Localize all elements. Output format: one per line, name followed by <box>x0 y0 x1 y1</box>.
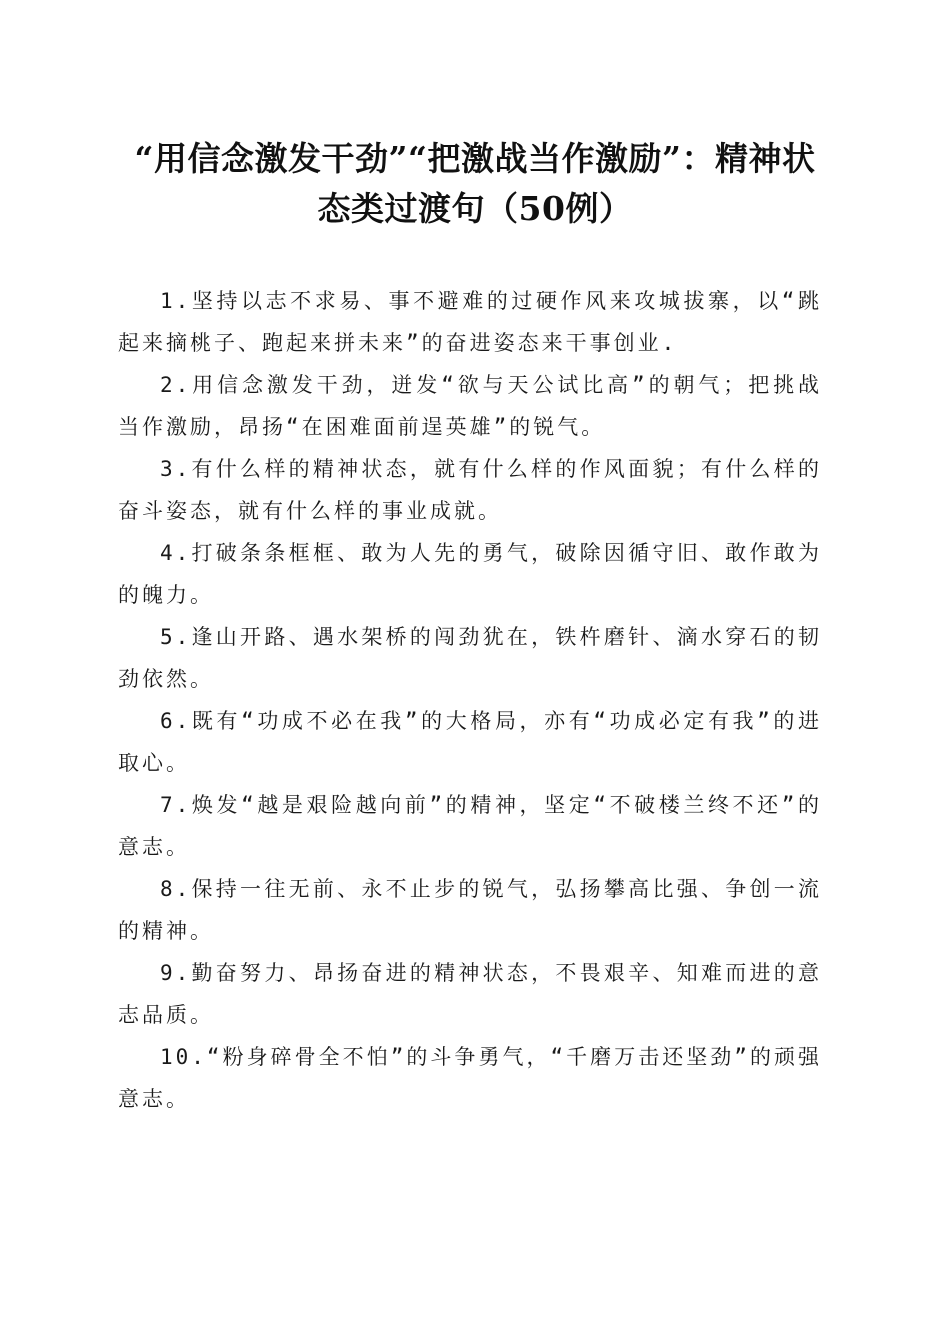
paragraph-7: 7.焕发“越是艰险越向前”的精神，坚定“不破楼兰终不还”的意志。 <box>118 793 822 859</box>
document-body <box>118 280 822 1120</box>
paragraph-3: 3.有什么样的精神状态，就有什么样的作风面貌；有什么样的奋斗姿态，就有什么样的事业成就。 <box>118 457 822 523</box>
document-title: “用信念激发干劲”“把激战当作激励”：精神状态类过渡句（50例） <box>134 139 816 228</box>
paragraph-6: 6.既有“功成不必在我”的大格局，亦有“功成必定有我”的进取心。 <box>118 709 822 775</box>
paragraph-1: 1.坚持以志不求易、事不避难的过硬作风来攻城拔寨，以“跳起来摘桃子、跑起来拼未来”的奋进姿态来干事创业. <box>118 289 822 355</box>
paragraph-5: 5.逢山开路、遇水架桥的闯劲犹在，铁杵磨针、滴水穿石的韧劲依然。 <box>118 625 822 691</box>
paragraph-9: 9.勤奋努力、昂扬奋进的精神状态，不畏艰辛、知难而进的意志品质。 <box>118 961 822 1027</box>
paragraph-2: 2.用信念激发干劲，迸发“欲与天公试比高”的朝气；把挑战当作激励，昂扬“在困难面前逞英雄”的锐气。 <box>118 373 822 439</box>
paragraph-4: 4.打破条条框框、敢为人先的勇气，破除因循守旧、敢作敢为的魄力。 <box>118 541 822 607</box>
paragraph-10: 10.“粉身碎骨全不怕”的斗争勇气，“千磨万击还坚劲”的顽强意志。 <box>118 1045 822 1111</box>
paragraph-8: 8.保持一往无前、永不止步的锐气，弘扬攀高比强、争创一流的精神。 <box>118 877 822 943</box>
